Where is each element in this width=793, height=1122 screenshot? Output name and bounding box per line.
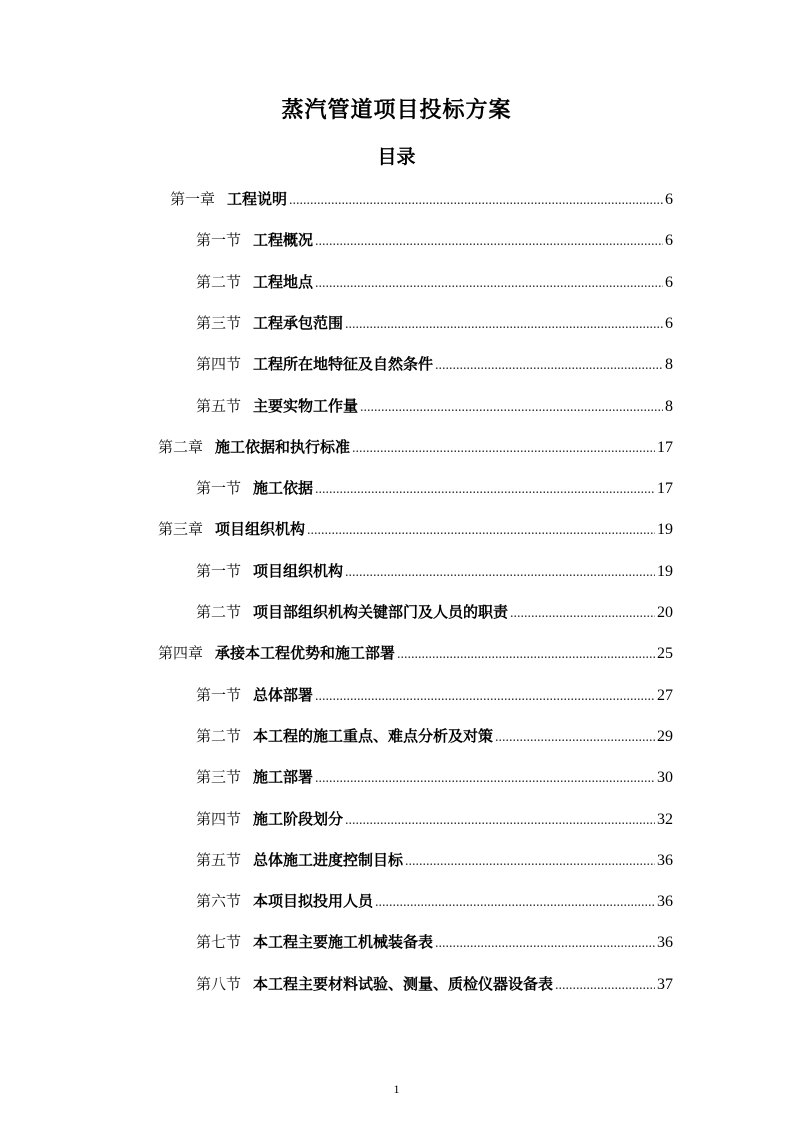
page-number: 1	[393, 1082, 400, 1096]
toc-section-entry[interactable]	[196, 311, 673, 335]
toc-entry-page: 6	[665, 191, 673, 208]
toc-dot-leader	[289, 189, 663, 213]
toc-entry-label: 第四节	[196, 809, 242, 828]
toc-entry-label: 第二节	[196, 726, 242, 745]
toc-entry-title: 施工依据	[253, 479, 314, 498]
toc-entry-label: 第二节	[196, 272, 242, 291]
toc-entry-label: 第一节	[196, 479, 242, 498]
toc-chapter-entry[interactable]	[158, 435, 673, 459]
toc-dot-leader	[495, 726, 655, 750]
toc-entry-title: 施工部署	[253, 768, 314, 787]
toc-entry-title: 本项目拟投用人员	[253, 892, 374, 911]
toc-entry-page: 36	[657, 934, 673, 952]
toc-entry-title: 项目组织机构	[253, 561, 344, 580]
toc-entry-label: 第一节	[196, 231, 242, 250]
toc-dot-leader	[315, 767, 655, 791]
toc-dot-leader	[315, 685, 655, 709]
toc-entry-page: 6	[665, 232, 673, 250]
toc-dot-leader	[435, 932, 655, 956]
toc-entry-page: 29	[657, 727, 673, 745]
toc-entry-page: 19	[657, 562, 673, 580]
toc-section-entry[interactable]	[196, 352, 673, 376]
toc-entry-page: 37	[657, 975, 673, 993]
toc-entry-label: 第八节	[196, 974, 242, 993]
toc-section-entry[interactable]	[196, 228, 673, 252]
toc-section-entry[interactable]	[196, 683, 673, 707]
toc-entry-title: 工程所在地特征及自然条件	[253, 355, 434, 374]
toc-dot-leader	[435, 354, 663, 378]
toc-entry-page: 19	[657, 521, 673, 539]
toc-entry-label: 第四章	[158, 644, 204, 663]
toc-entry-title: 工程说明	[227, 190, 288, 208]
toc-dot-leader	[315, 230, 663, 254]
toc-section-entry[interactable]	[196, 889, 673, 913]
toc-dot-leader	[352, 437, 655, 461]
toc-dot-leader	[375, 891, 655, 915]
toc-entry-label: 第一章	[170, 190, 216, 208]
toc-section-entry[interactable]	[196, 600, 673, 624]
toc-section-entry[interactable]	[196, 559, 673, 583]
toc-section-entry[interactable]	[196, 394, 673, 418]
toc-entry-label: 第六节	[196, 892, 242, 911]
toc-entry-label: 第五节	[196, 850, 242, 869]
toc-entry-title: 本工程的施工重点、难点分析及对策	[253, 726, 494, 745]
toc-section-entry[interactable]	[196, 765, 673, 789]
toc-dot-leader	[315, 272, 663, 296]
toc-entry-title: 总体部署	[253, 685, 314, 704]
toc-dot-leader	[405, 850, 655, 874]
toc-entry-page: 17	[657, 480, 673, 498]
toc-entry-label: 第二章	[158, 437, 204, 456]
toc-entry-title: 本工程主要材料试验、测量、质检仪器设备表	[253, 974, 554, 993]
toc-entry-title: 本工程主要施工机械装备表	[253, 933, 434, 952]
toc-dot-leader	[510, 602, 655, 626]
toc-entry-page: 8	[665, 397, 673, 415]
toc-entry-title: 承接本工程优势和施工部署	[215, 644, 396, 663]
toc-dot-leader	[555, 974, 655, 998]
toc-section-entry[interactable]	[196, 807, 673, 831]
toc-entry-page: 36	[657, 851, 673, 869]
toc-section-entry[interactable]	[196, 972, 673, 996]
toc-entry-title: 总体施工进度控制目标	[253, 850, 404, 869]
toc-section-entry[interactable]	[196, 724, 673, 748]
toc-section-entry[interactable]	[196, 848, 673, 872]
toc-section-entry[interactable]	[196, 476, 673, 500]
toc-chapter-entry[interactable]	[158, 517, 673, 541]
toc-entry-page: 36	[657, 893, 673, 911]
toc-entry-page: 20	[657, 604, 673, 621]
toc-chapter-entry[interactable]	[158, 641, 673, 665]
toc-entry-page: 6	[665, 314, 673, 332]
toc-entry-label: 第三节	[196, 768, 242, 787]
toc-entry-page: 17	[657, 438, 673, 456]
toc-heading: 目录	[377, 146, 416, 168]
toc-entry-title: 工程地点	[253, 272, 314, 291]
toc-entry-title: 项目组织机构	[215, 520, 306, 539]
toc-entry-label: 第三节	[196, 313, 242, 332]
toc-entry-label: 第二节	[196, 603, 242, 621]
toc-dot-leader	[345, 313, 663, 337]
toc-entry-title: 工程承包范围	[253, 313, 344, 332]
toc-entry-label: 第三章	[158, 520, 204, 539]
toc-entry-title: 施工阶段划分	[253, 809, 344, 828]
toc-entry-title: 工程概况	[253, 231, 314, 250]
toc-entry-label: 第七节	[196, 933, 242, 952]
toc-entry-label: 第五节	[196, 396, 242, 415]
toc-dot-leader	[345, 809, 655, 833]
toc-section-entry[interactable]	[196, 930, 673, 954]
toc-entry-page: 30	[657, 769, 673, 787]
toc-dot-leader	[315, 478, 655, 502]
toc-dot-leader	[345, 561, 655, 585]
toc-chapter-entry[interactable]	[170, 187, 673, 211]
toc-entry-page: 8	[665, 356, 673, 374]
toc-section-entry[interactable]	[196, 270, 673, 294]
toc-entry-page: 32	[657, 810, 673, 828]
toc-entry-label: 第一节	[196, 561, 242, 580]
document-title: 蒸汽管道项目投标方案	[281, 98, 512, 123]
toc-dot-leader	[397, 643, 655, 667]
toc-entry-page: 27	[657, 686, 673, 704]
toc-entry-page: 6	[665, 273, 673, 291]
toc-entry-label: 第四节	[196, 355, 242, 374]
toc-dot-leader	[307, 519, 655, 543]
toc-entry-page: 25	[657, 645, 673, 663]
toc-entry-title: 项目部组织机构关键部门及人员的职责	[253, 603, 509, 621]
toc-entry-title: 施工依据和执行标准	[215, 437, 351, 456]
toc-entry-label: 第一节	[196, 685, 242, 704]
toc-entry-title: 主要实物工作量	[253, 396, 359, 415]
toc-dot-leader	[360, 396, 663, 420]
